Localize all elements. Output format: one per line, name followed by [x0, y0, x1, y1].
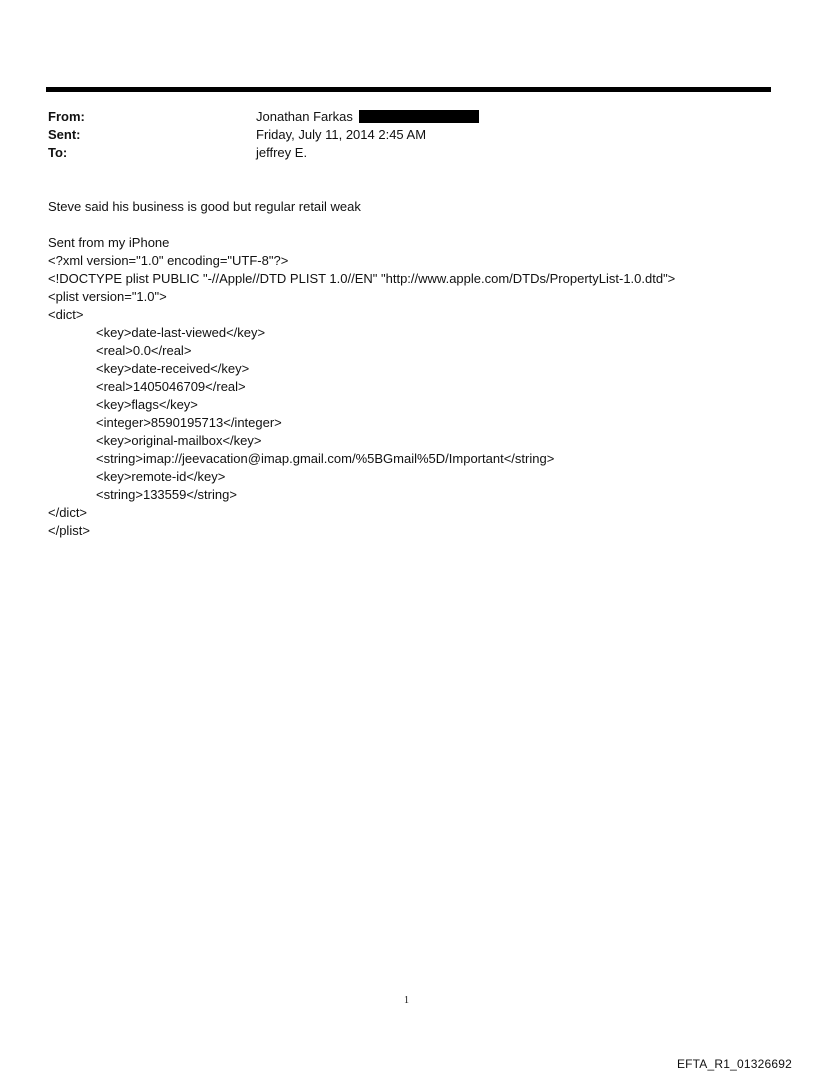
dict-entry: <string>133559</string> [96, 487, 237, 502]
plist-close-tag: </plist> [48, 523, 90, 538]
dict-close-tag: </dict> [48, 505, 88, 520]
to-value: jeffrey E. [256, 145, 308, 160]
dict-entry: <key>date-last-viewed</key> [96, 325, 266, 340]
sender-name: Jonathan Farkas [256, 109, 353, 124]
from-value [256, 108, 479, 126]
sent-label: Sent: [48, 127, 81, 142]
dict-entry: <key>date-received</key> [96, 361, 250, 376]
xml-declaration: <?xml version="1.0" encoding="UTF-8"?> [48, 253, 289, 268]
signature-line: Sent from my iPhone [48, 235, 170, 250]
dict-entry: <key>flags</key> [96, 397, 198, 412]
dict-entry: <real>0.0</real> [96, 343, 192, 358]
to-label: To: [48, 145, 68, 160]
plist-open-tag: <plist version="1.0"> [48, 289, 167, 304]
dict-entry: <key>original-mailbox</key> [96, 433, 262, 448]
dict-entry: <real>1405046709</real> [96, 379, 246, 394]
header-divider [46, 87, 771, 92]
doctype-line: <!DOCTYPE plist PUBLIC "-//Apple//DTD PLIST 1.0//EN" "http://www.apple.com/DTDs/PropertyList-1.0.dtd"> [48, 271, 676, 286]
bates-number: EFTA_R1_01326692 [676, 1057, 792, 1071]
from-label: From: [48, 109, 85, 124]
dict-open-tag: <dict> [48, 307, 84, 322]
message-text: Steve said his business is good but regular retail weak [48, 199, 361, 214]
dict-entry: <integer>8590195713</integer> [96, 415, 282, 430]
dict-entry: <string>imap://jeevacation@imap.gmail.com/%5BGmail%5D/Important</string> [96, 451, 555, 466]
sent-value: Friday, July 11, 2014 2:45 AM [256, 127, 427, 142]
redaction-block [359, 110, 479, 123]
page-number: 1 [404, 995, 409, 1006]
dict-entry: <key>remote-id</key> [96, 469, 226, 484]
